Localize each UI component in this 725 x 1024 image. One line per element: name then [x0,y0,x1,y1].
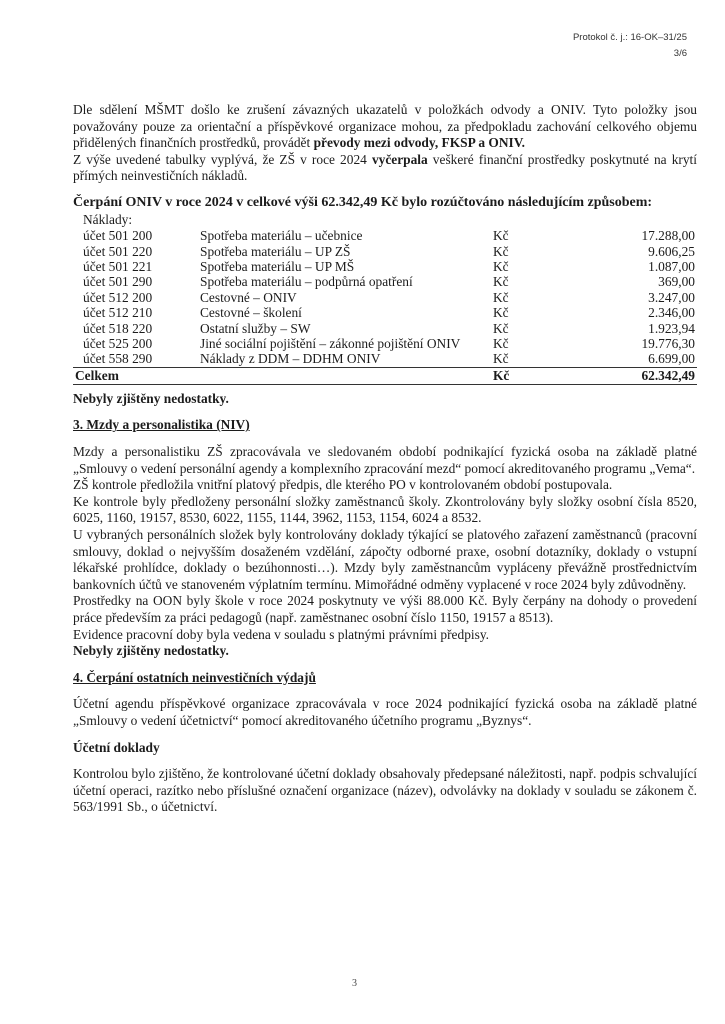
oniv-conclusion: Nebyly zjištěny nedostatky. [73,390,229,406]
table-row: účet 501 290 Spotřeba materiálu – podpůrná opatření Kč 369,00 [83,274,695,290]
section-3-paragraph: ZŠ kontrole předložila vnitřní platový předpis, dle kterého PO v kontrolovaném období postupovala. [73,477,613,493]
intro-paragraph-2: Z výše uvedené tabulky vyplývá, že ZŠ v roce 2024 vyčerpala veškeré finanční prostředky poskytnuté na krytí přímých neinvestičních nákladů. [73,151,697,184]
section-3-conclusion: Nebyly zjištěny nedostatky. [73,643,229,659]
section-3-paragraph: Prostředky na OON byly škole v roce 2024 poskytnuty ve výši 88.000 Kč. Byly čerpány na dohody o provedení práce především za práci pedagogů (např. zaměstnanec osobní číslo 1150, 19157 a 8513). [73,593,697,625]
protocol-reference: Protokol č. j.: 16-OK–31/25 [572,32,687,43]
document-header [573,30,687,62]
section-4-paragraph: Účetní agendu příspěvkové organizace zpracovávala v roce 2024 podnikající fyzická osoba na základě platné „Smlouvy o vedení účetnictví“ pomocí akreditovaného účetního programu „Byznys“. [73,696,697,728]
table-total-row: Celkem Kč 62.342,49 [75,368,695,384]
table-row: účet 512 200 Cestovné – ONIV Kč 3.247,00 [83,289,695,305]
section-3-heading: 3. Mzdy a personalistika (NIV) [73,417,250,433]
oniv-costs-table [73,228,697,385]
section-3-paragraph: Mzdy a personalistiku ZŠ zpracovávala ve sledovaném období podnikající fyzická osoba na základě platné „Smlouvy o vedení personální agendy a komplexního zpracování mezd“ pomocí akreditovaného programu „Vema“. [73,444,697,476]
emphasis-exhausted: vyčerpala [371,151,428,167]
section-4-heading: 4. Čerpání ostatních neinvestičních výdajů [73,669,316,685]
table-row: účet 501 220 Spotřeba materiálu – UP ZŠ Kč 9.606,25 [83,243,695,259]
table-row: účet 501 200 Spotřeba materiálu – učebnice Kč 17.288,00 [83,228,695,244]
section-3-paragraph: Evidence pracovní doby byla vedena v souladu s platnými právními předpisy. [73,626,489,642]
section-4-sub-paragraph: Kontrolou bylo zjištěno, že kontrolované účetní doklady obsahovaly předepsané náležitosti, např. podpis schvalující účetní operaci, razítko nebo příslušné označení organizace (název), odvolávky na doklady v souladu se zákonem č. 563/1991 Sb., o účetnictví. [73,766,697,815]
section-4-subheading: Účetní doklady [73,739,160,755]
emphasis-transfers: převody mezi odvody, FKSP a ONIV. [313,135,525,151]
table-row: účet 512 210 Cestovné – školení Kč 2.346,00 [83,305,695,321]
table-row: účet 558 290 Náklady z DDM – DDHM ONIV Kč 6.699,00 [73,351,697,367]
costs-label: Náklady: [83,211,133,227]
section-3-paragraph: Ke kontrole byly předloženy personální složky zaměstnanců školy. Zkontrolovány byly složky osobní čísla 8520, 6025, 1160, 19157, 8530, 6022, 1155, 1144, 3962, 1153, 1154, 6024 a 8532. [73,493,697,526]
table-row: účet 525 200 Jiné sociální pojištění – zákonné pojištění ONIV Kč 19.776,30 [83,336,695,351]
page-counter: 3/6 [673,48,687,59]
table-row: účet 518 220 Ostatní služby – SW Kč 1.923,94 [83,320,695,336]
document-body [73,102,697,816]
page-number: 3 [352,978,357,989]
intro-paragraph-1: Dle sdělení MŠMT došlo ke zrušení závazných ukazatelů v položkách odvody a ONIV. Tyto položky jsou považovány pouze za orientační a příspěvkové organizace mohou, za předpokladu zachování celkového objemu přidělených finančních prostředků, provádět převody mezi odvody, FKSP a ONIV. [73,102,697,151]
table-row: účet 501 221 Spotřeba materiálu – UP MŠ Kč 1.087,00 [83,258,695,274]
section-3-paragraph: U vybraných personálních složek byly kontrolovány doklady týkající se platového zařazení zaměstnanců (pracovní smlouvy, doklad o nejvyšším dosaženém vzdělání, zápočty odborné praxe, osobní dotazníky, doklady o vstupní lékařské prohlídce, doklady o bezúhonnosti…). Mzdy byly zaměstnancům vypláceny převážně prostřednictvím bankovních účtů ve stanoveném výplatním termínu. Mimořádné odměny vyplacené v roce 2024 byly zdůvodněny. [73,526,697,592]
oniv-heading: Čerpání ONIV v roce 2024 v celkové výši 62.342,49 Kč bylo rozúčtováno následujícím způsobem: [73,194,653,210]
